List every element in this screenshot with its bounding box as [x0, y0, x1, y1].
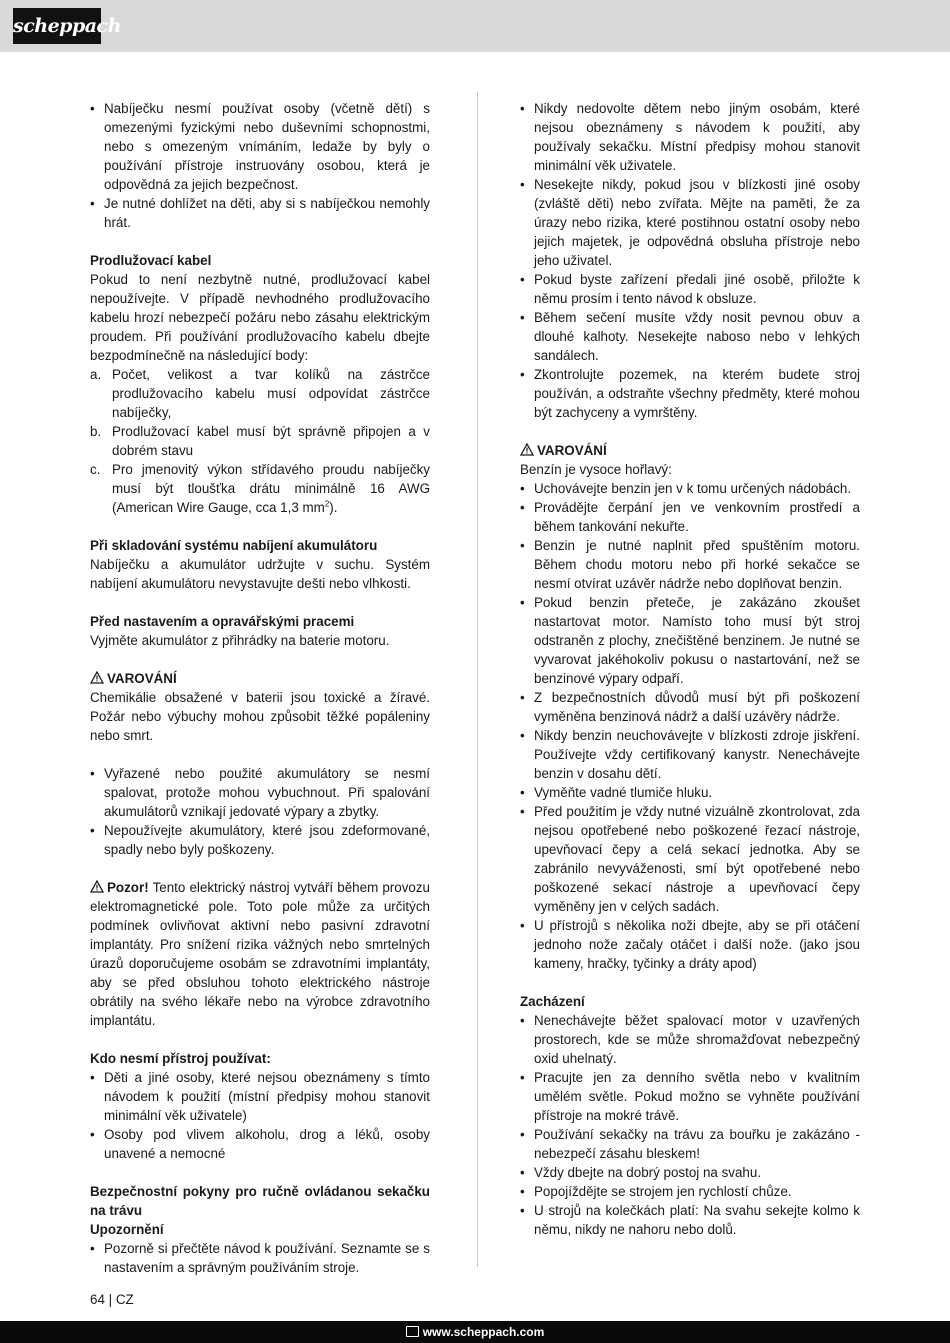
list-item: • Děti a jiné osoby, které nejsou obeznámeny s tímto návodem k použití (místní předpisy mohou stanovit minimální věk uživatele) [90, 1068, 430, 1125]
section-subheading: Upozornění [90, 1222, 164, 1237]
attention-text: Tento elektrický nástroj vytváří během provozu elektromagnetické pole. Toto pole může za určitých podmínek ovlivňovat aktivní nebo pasivní zdravotní implantáty. Pro snížení rizika vážných nebo smrtelných úrazů doporučujeme osobám se zdravotními implantáty, aby se před obsluhou tohoto elektrického nástroje obrátily na svého lékaře nebo na výrobce zdravotního implantátu. [90, 880, 431, 1028]
footer-separator: | [108, 1292, 113, 1307]
list-item: • Nesekejte nikdy, pokud jsou v blízkosti jiné osoby (zvláště děti) nebo zvířata. Mějte na paměti, že za úrazy nebo rizika, které postihnou ostatní osoby nebo jejich majetek, je odpovědná obsluha přístroje nebo jeho uživatel. [520, 175, 860, 270]
list-item: • Pokud byste zařízení předali jiné osobě, přiložte k němu prosím i tento návod k obsluze. [520, 270, 860, 308]
before-repair-section [90, 612, 430, 650]
list-item: • Je nutné dohlížet na děti, aby si s nabíječkou nemohly hrát. [90, 194, 430, 232]
right-column [520, 99, 860, 1239]
list-item: • Pozorně si přečtěte návod k používání. Seznamte se s nastavením a správným používáním stroje. [90, 1239, 430, 1277]
website-link[interactable]: www.scheppach.com [422, 1325, 545, 1339]
list-item: • Nenechávejte běžet spalovací motor v uzavřených prostorech, kde se může shromažďovat nebezpečný oxid uhelnatý. [520, 1011, 860, 1068]
warning-text: Chemikálie obsažené v baterii jsou toxické a žíravé. Požár nebo výbuchy mohou způsobit těžké popáleniny nebo smrt. [90, 690, 430, 743]
list-item: • Benzin je nutné naplnit před spuštěním motoru. Během chodu motoru nebo při horké sekačce se nesmí otvírat uzávěr nádrže nebo doplňovat benzin. [520, 536, 860, 593]
section-text: Nabíječku a akumulátor udržujte v suchu. Systém nabíjení akumulátoru nevystavujte dešti nebo vlhkosti. [90, 557, 430, 591]
list-marker: a. [90, 367, 102, 382]
safety-section [90, 1182, 430, 1277]
page-number: 64 [90, 1292, 105, 1307]
handling-section [520, 992, 860, 1239]
section-heading: Zacházení [520, 994, 585, 1009]
section-text: Pokud to není nezbytně nutné, prodlužovací kabel nepoužívejte. V případě nevhodného prodlužovacího kabelu hrozí nebezpečí požáru nebo zásahu elektrickým proudem. Při používání prodlužovacího kabelu dbejte bezpodmínečně na následující body: [90, 272, 430, 363]
who-not-use-section [90, 1049, 430, 1163]
column-divider [477, 92, 478, 1267]
list-item: • Pracujte jen za denního světla nebo v kvalitním umělém světle. Pokud možno se vyhněte používání přístroje na mokré trávě. [520, 1068, 860, 1125]
list-item: • Vyřazené nebo použité akumulátory se nesmí spalovat, protože mohou vybuchnout. Při spalování akumulátorů vznikají jedovaté výpary a zbytky. [90, 764, 430, 821]
superscript: 2 [324, 499, 330, 509]
list-item-text: Pro jmenovitý výkon střídavého proudu nabíječky musí být tloušťka drátu minimálně 16 AWG (American Wire Gauge, cca 1,3 mm [112, 462, 430, 515]
list-item [90, 422, 430, 460]
list-item-text: Počet, velikost a tvar kolíků na zástrčce prodlužovacího kabelu musí odpovídat zástrčce nabíječky, [112, 367, 430, 420]
list-item: • Uchovávejte benzin jen v k tomu určených nádobách. [520, 479, 860, 498]
list-item-text: Prodlužovací kabel musí být správně připojen a v dobrém stavu [112, 424, 430, 458]
computer-icon [406, 1326, 419, 1337]
warning-text: Benzín je vysoce hořlavý: [520, 462, 672, 477]
list-item: • Nepoužívejte akumulátory, které jsou zdeformované, spadly nebo byly poškozeny. [90, 821, 430, 859]
list-item: • Nikdy benzin neuchovávejte v blízkosti zdroje jiskření. Používejte vždy certifikovaný kanystr. Nenechávejte benzin v dosahu dětí. [520, 726, 860, 783]
charger-bullets [90, 99, 430, 232]
list-item: • Nikdy nedovolte dětem nebo jiným osobám, které nejsou obeznámeny s návodem k použití, aby používaly sekačku. Místní předpisy mohou stanovit minimální věk uživatele. [520, 99, 860, 175]
website-bar [0, 1321, 950, 1343]
section-heading: Před nastavením a opravářskými pracemi [90, 614, 355, 629]
section-heading: Prodlužovací kabel [90, 253, 212, 268]
battery-bullets [90, 764, 430, 859]
list-item: • Zkontrolujte pozemek, na kterém budete stroj používán, a odstraňte všechny předměty, které mohou být zachyceny a vymrštěny. [520, 365, 860, 422]
operation-bullets [520, 99, 860, 422]
warning-title: VAROVÁNÍ [107, 671, 177, 686]
battery-warning-section [90, 669, 430, 745]
list-item: • U přístrojů s několika noži dbejte, aby se při otáčení jednoho nože začaly otáčet i další nože. (jako jsou kameny, hračky, tyčinky a dráty apod) [520, 916, 860, 973]
list-item: • Během sečení musíte vždy nosit pevnou obuv a dlouhé kalhoty. Nesekejte naboso nebo v lehkých sandálech. [520, 308, 860, 365]
cable-requirements-list [90, 365, 430, 517]
list-item: • Z bezpečnostních důvodů musí být při poškození vyměněna benzinová nádrž a další uzávěry nádrže. [520, 688, 860, 726]
fuel-warning-section [520, 441, 860, 973]
list-item [90, 365, 430, 422]
list-item: • Před použitím je vždy nutné vizuálně zkontrolovat, zda nejsou opotřebené nebo poškozené řezací nástroje, upevňovací čepy a celá sekací jednotka. Aby se zabránilo nevyváženosti, smí být opotřebené nebo poškozené sekací nástroje a upevňovací čepy vyměněny jen v celých sadách. [520, 802, 860, 916]
warning-icon [520, 443, 534, 456]
list-item: • Popojíždějte se strojem jen rychlostí chůze. [520, 1182, 860, 1201]
section-heading: Při skladování systému nabíjení akumulátoru [90, 538, 378, 553]
page-footer [90, 1292, 134, 1307]
left-column [90, 99, 430, 1277]
section-heading: Bezpečnostní pokyny pro ručně ovládanou sekačku na trávu [90, 1184, 430, 1218]
list-marker: b. [90, 424, 102, 439]
header-bar [0, 0, 950, 52]
list-item: • Osoby pod vlivem alkoholu, drog a léků, osoby unavené a nemocné [90, 1125, 430, 1163]
attention-section [90, 878, 430, 1030]
section-text: Vyjměte akumulátor z přihrádky na baterie motoru. [90, 633, 390, 648]
language-code: CZ [115, 1292, 134, 1307]
warning-icon [90, 880, 104, 893]
list-item-tail: ). [329, 500, 338, 515]
list-item: • Používání sekačky na trávu za bouřku je zakázáno - nebezpečí zásahu bleskem! [520, 1125, 860, 1163]
list-item: • Vždy dbejte na dobrý postoj na svahu. [520, 1163, 860, 1182]
list-item: • U strojů na kolečkách platí: Na svahu sekejte kolmo k němu, nikdy ne nahoru nebo dolů. [520, 1201, 860, 1239]
section-heading: Kdo nesmí přístroj používat: [90, 1051, 271, 1066]
list-item: • Nabíječku nesmí používat osoby (včetně dětí) s omezenými fyzickými nebo duševními schopnostmi, nebo s omezeným vnímáním, ledaže by byly o používání přístroje instruovány osobou, která je odpovědná za jejich bezpečnost. [90, 99, 430, 194]
list-item: • Vyměňte vadné tlumiče hluku. [520, 783, 860, 802]
extension-cable-section [90, 251, 430, 517]
list-item [90, 460, 430, 517]
warning-title: VAROVÁNÍ [537, 443, 607, 458]
storage-section [90, 536, 430, 593]
warning-icon [90, 671, 104, 684]
brand-logo: scheppach [13, 8, 101, 44]
attention-label: Pozor! [107, 880, 149, 895]
list-marker: c. [90, 462, 101, 477]
list-item: • Pokud benzin přeteče, je zakázáno zkoušet nastartovat motor. Namísto toho musí být stroj odstraněn z plochy, znečištěné benzinem. Je nutné se vyvarovat jakéhokoliv pokusu o nastartování, než se benzinové výpary odpaří. [520, 593, 860, 688]
list-item: • Provádějte čerpání jen ve venkovním prostředí a během tankování nekuřte. [520, 498, 860, 536]
